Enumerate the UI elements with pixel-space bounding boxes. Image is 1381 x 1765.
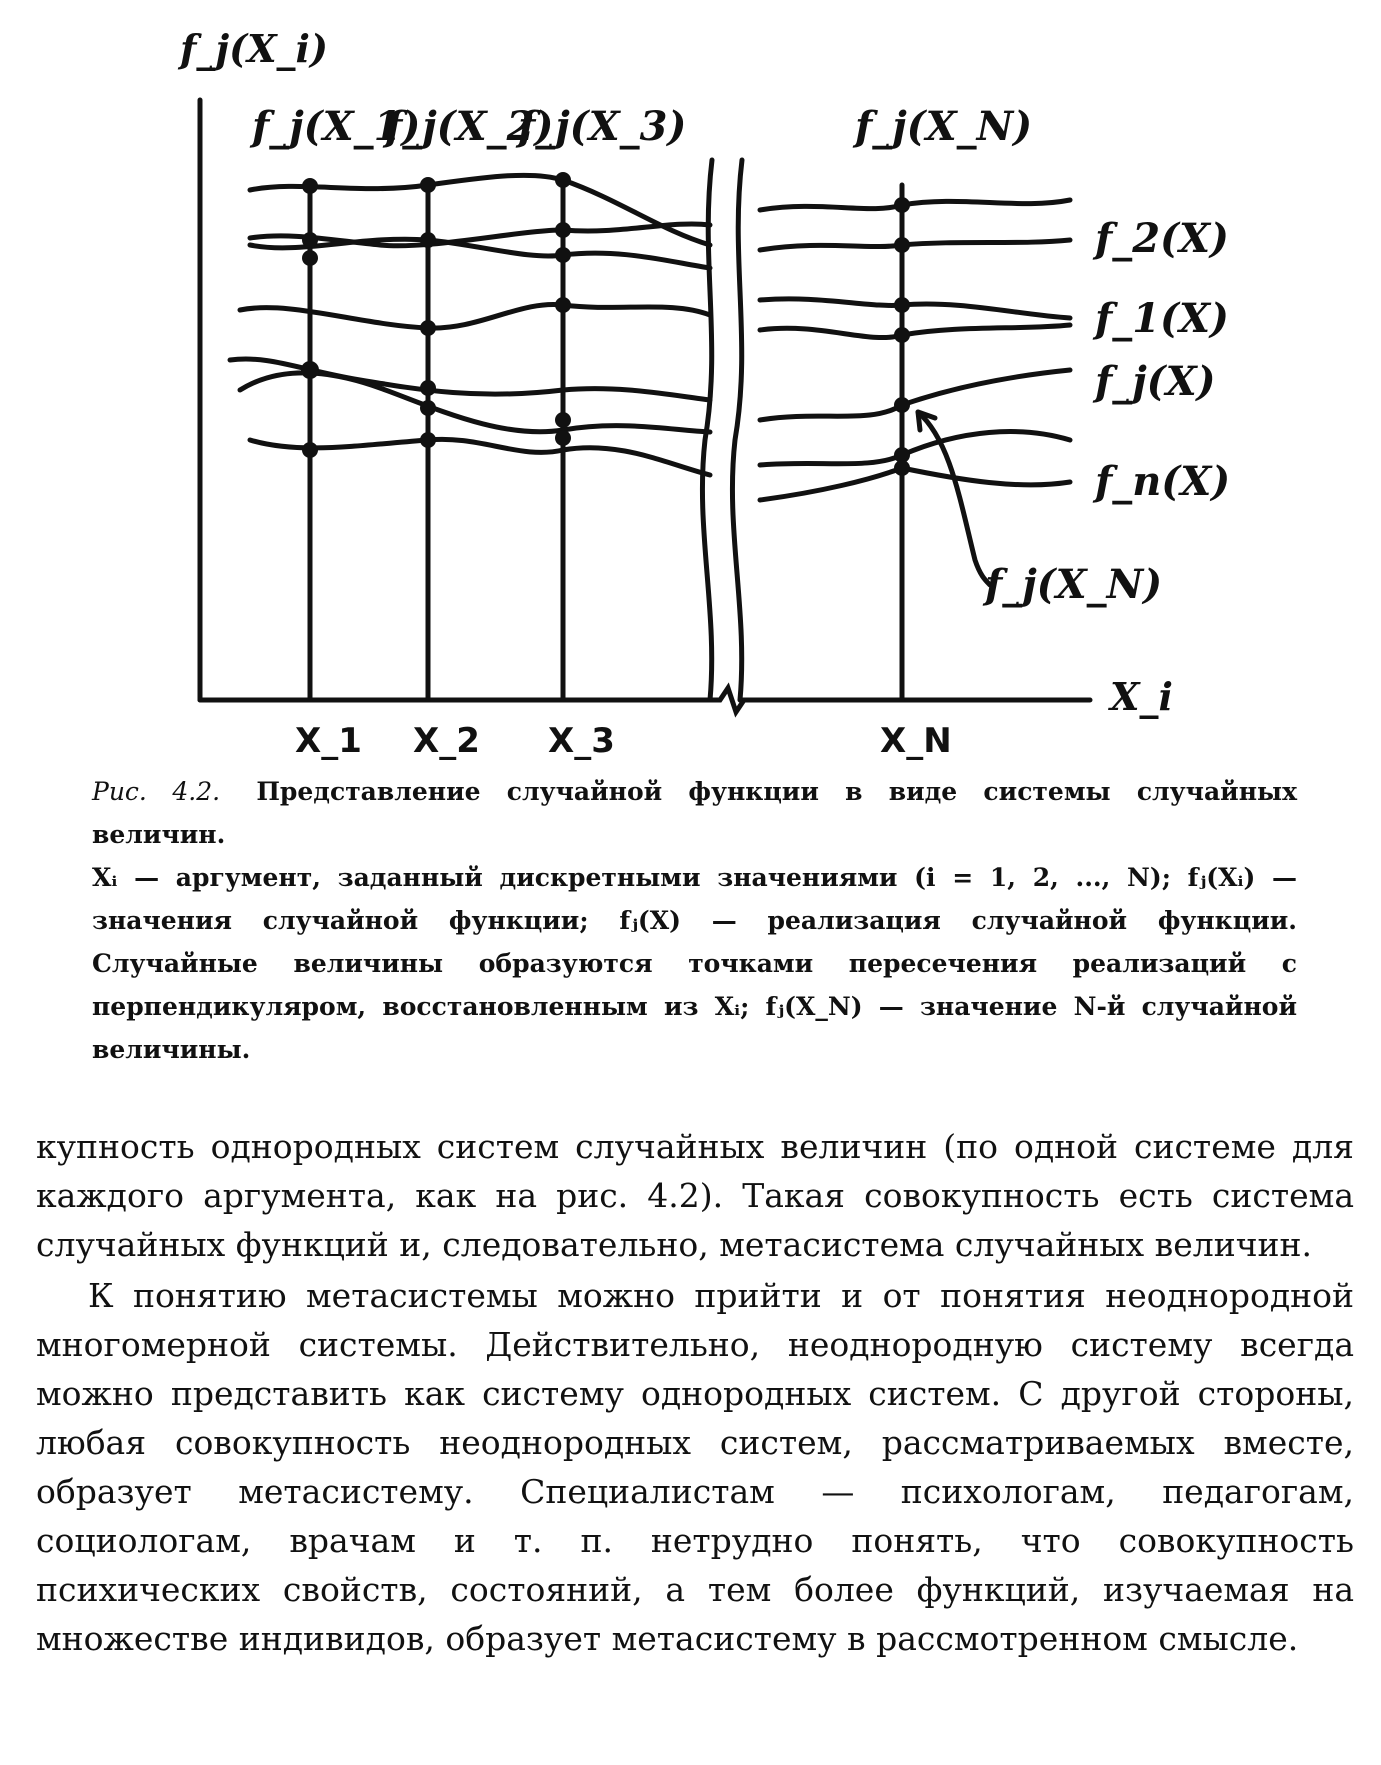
paragraph: купность однородных систем случайных величин (по одной системе для каждого аргумента, как на рис. 4.2). Такая совокупность есть система случайных функций и, следовательно, метасистема случайных величин. [36, 1127, 1354, 1264]
realization-curve [760, 370, 1070, 420]
top-label-x1: f_j(X_1) [252, 103, 421, 150]
y-axis-label: f_j(X_i) [180, 26, 328, 71]
intersection-point [420, 432, 436, 448]
realization-curve [230, 359, 710, 400]
caption-figure-number: Рис. 4.2. [92, 777, 221, 806]
intersection-point [420, 232, 436, 248]
intersection-point [420, 380, 436, 396]
intersection-point [555, 297, 571, 313]
x-axis [200, 688, 1090, 712]
intersection-point [555, 430, 571, 446]
intersection-point [420, 320, 436, 336]
realization-curve [250, 239, 710, 268]
intersection-point [555, 247, 571, 263]
paragraph: К понятию метасистемы можно прийти и от понятия неоднородной многомерной системы. Действительно, неоднородную систему всегда можно представить как систему однородных систем. С другой стороны, любая совокупность неоднородных систем, рассматриваемых вместе, образует метасистему. Специалистам — психологам, педагогам, социологам, врачам и т. п. нетрудно понять, что совокупность психических свойств, состояний, а тем более функций, изучаемая на множестве индивидов, образует метасистему в рассмотренном смысле. [36, 1276, 1354, 1658]
intersection-point [555, 412, 571, 428]
body-text [36, 1122, 1354, 1665]
right-label-f2: f_2(X) [1095, 215, 1229, 262]
x-tick-x3: X_3 [548, 721, 615, 760]
top-label-xn: f_j(X_N) [855, 103, 1033, 150]
realization-curve [250, 224, 710, 246]
realization-curve [760, 240, 1070, 250]
caption-title: Представление случайной функции в виде системы случайных величин. [92, 777, 1297, 849]
intersection-point [894, 297, 910, 313]
intersection-point [301, 361, 319, 379]
intersection-point [302, 442, 318, 458]
realization-curve [760, 299, 1070, 318]
intersection-point [894, 237, 910, 253]
intersection-point [894, 397, 910, 413]
x-axis-label: X_i [1110, 674, 1173, 719]
intersection-point [302, 178, 318, 194]
x-tick-xn: X_N [880, 721, 952, 760]
intersection-point [302, 250, 318, 266]
right-label-fj: f_j(X) [1095, 358, 1216, 405]
break-mark-right [732, 160, 742, 700]
realization-curve [760, 468, 1070, 500]
intersection-point [894, 197, 910, 213]
x-tick-x1: X_1 [295, 721, 362, 760]
intersection-point [555, 172, 571, 188]
figure-caption [92, 770, 1297, 1071]
realization-curve [760, 325, 1070, 338]
callout-label: f_j(X_N) [985, 561, 1163, 608]
realization-curve [250, 175, 710, 245]
intersection-point [420, 400, 436, 416]
intersection-point [555, 222, 571, 238]
right-label-fn: f_n(X) [1095, 458, 1231, 505]
figure-4-2 [0, 0, 1381, 760]
realization-curve [760, 200, 1070, 210]
realization-curve [760, 432, 1070, 465]
intersection-point [894, 460, 910, 476]
x-tick-x2: X_2 [413, 721, 480, 760]
intersection-point [302, 232, 318, 248]
top-label-x2: f_j(X_2) [385, 103, 554, 150]
caption-text: Xᵢ — аргумент, заданный дискретными значениями (i = 1, 2, ..., N); fⱼ(Xᵢ) — значения случайной функции; fⱼ(X) — реализация случайной функции. Случайные величины образуются точками пересечения реализаций с перпендикуляром, восстановленным из Xᵢ; fⱼ(X_N) — значение N-й случайной величины. [92, 863, 1297, 1064]
realization-curve [250, 439, 710, 475]
top-label-x3: f_j(X_3) [518, 103, 687, 150]
right-label-f1: f_1(X) [1095, 295, 1229, 342]
intersection-point [420, 177, 436, 193]
intersection-point [894, 327, 910, 343]
